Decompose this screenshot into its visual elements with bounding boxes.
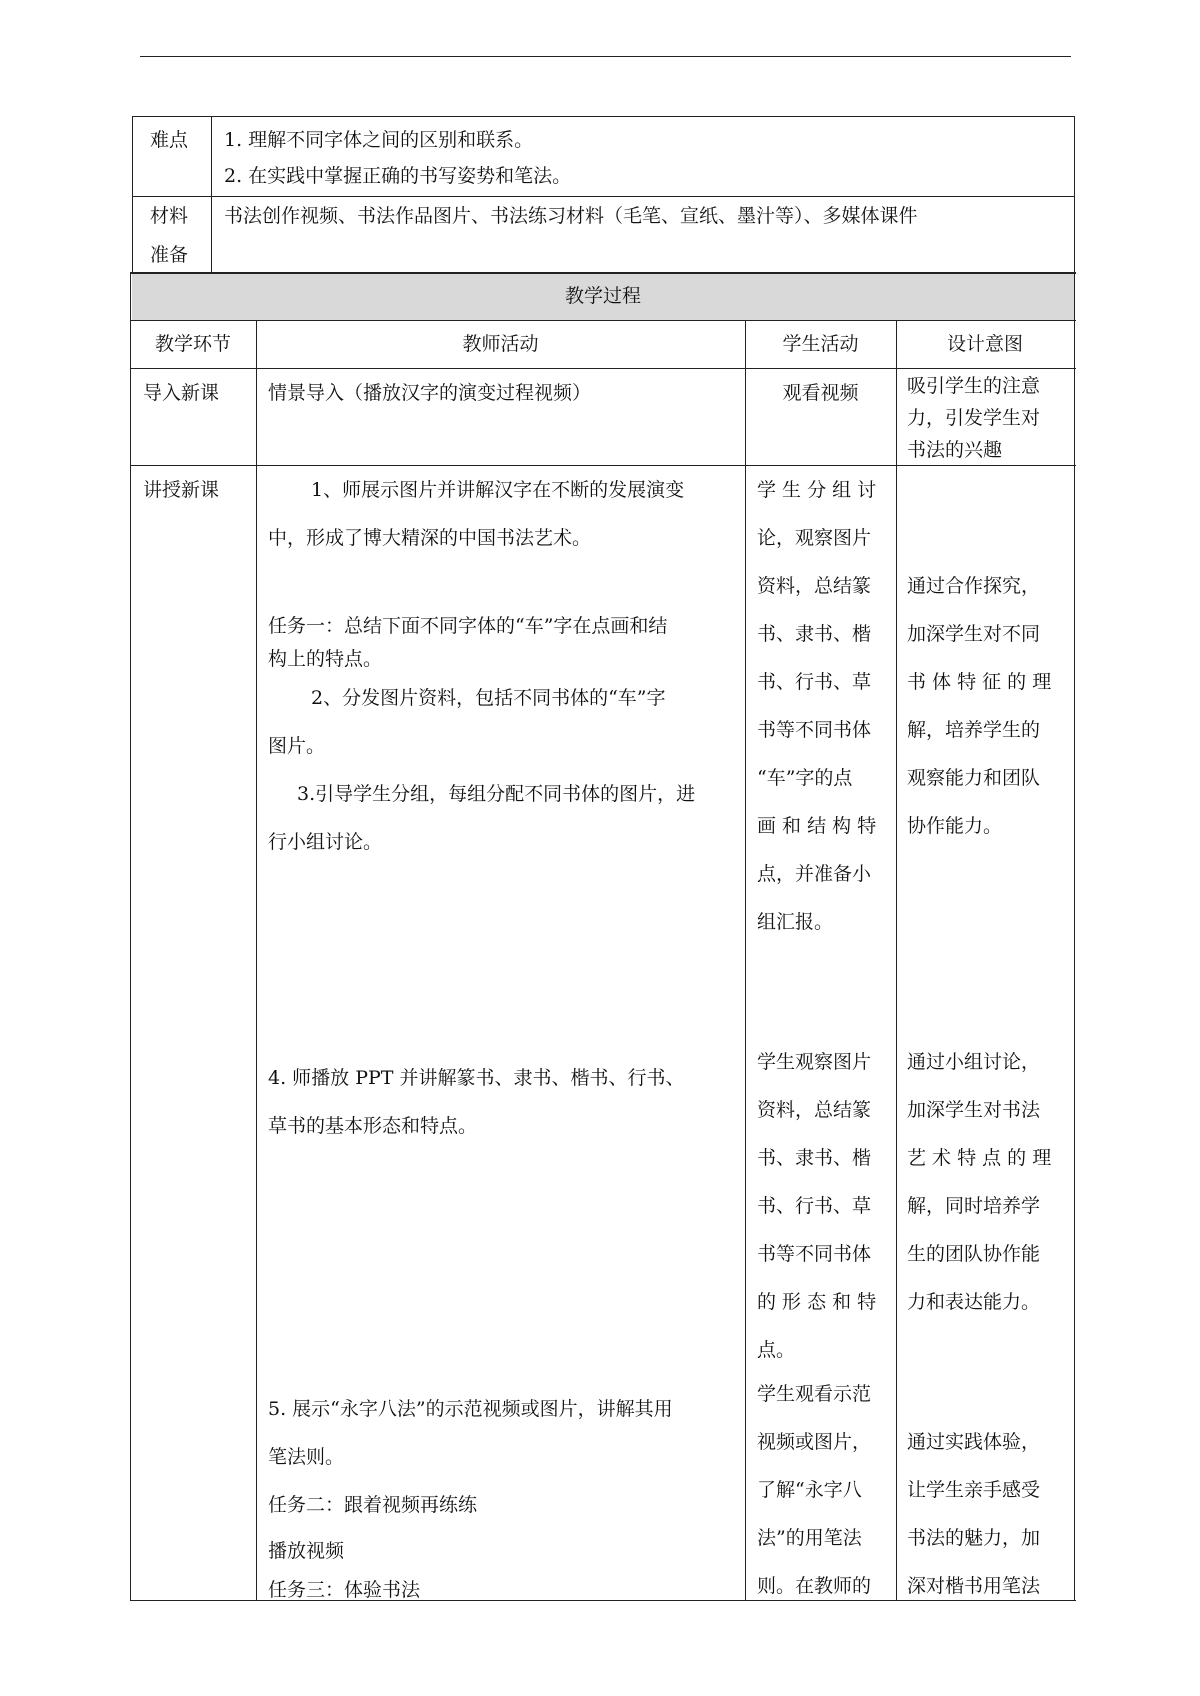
student-line: 资料，总结篆 [757, 1099, 872, 1121]
header-intent: 设计意图 [946, 333, 1023, 355]
intent-line: 观察能力和团队 [907, 767, 1041, 789]
page-header-rule [140, 56, 1071, 57]
intent-line: 书 体 特 征 的 理 [907, 671, 1052, 693]
difficulty-label: 难点 [150, 129, 189, 151]
student-line: 论，观察图片 [757, 527, 872, 549]
intent-line: 让学生亲手感受 [907, 1479, 1041, 1501]
teacher-p3-line1: 3.引导学生分组，每组分配不同书体的图片，进 [297, 783, 696, 805]
student-line: “车”字的点 [757, 767, 853, 789]
teacher-p2-line1: 2、分发图片资料，包括不同书体的“车”字 [311, 687, 666, 709]
table-border [1074, 272, 1075, 1601]
task1-line1: 任务一：总结下面不同字体的“车”字在点画和结 [268, 615, 668, 637]
table-border [130, 368, 1076, 369]
intent-line: 书法的魅力，加 [907, 1527, 1041, 1549]
intent-line: 吸引学生的注意 [907, 375, 1041, 397]
header-student: 学生活动 [782, 333, 859, 355]
intent-line: 通过小组讨论， [907, 1051, 1041, 1073]
student-line: 画 和 结 构 特 [757, 815, 877, 837]
intent-line: 解，培养学生的 [907, 719, 1041, 741]
teacher-p1-line1: 1、师展示图片并讲解汉字在不断的发展演变 [311, 479, 685, 501]
intent-block-3 [907, 1418, 1065, 1610]
row-teach-stage: 讲授新课 [143, 479, 220, 501]
intent-line: 书法的兴趣 [907, 439, 1003, 461]
materials-text: 书法创作视频、书法作品图片、书法练习材料（毛笔、宣纸、墨汁等）、多媒体课件 [224, 205, 918, 227]
intent-line: 加深学生对不同 [907, 623, 1041, 645]
student-line: 书、行书、草 [757, 671, 872, 693]
teacher-p4-line1: 4. 师播放 PPT 并讲解篆书、隶书、楷书、行书、 [268, 1067, 685, 1089]
student-line: 书、隶书、楷 [757, 623, 872, 645]
materials-label-line2: 准备 [150, 244, 189, 266]
table-border [130, 272, 1076, 274]
student-line: 了解“永字八 [757, 1479, 862, 1501]
teacher-p2-line2: 图片。 [268, 735, 326, 757]
teacher-p1-line2: 中，形成了博大精深的中国书法艺术。 [268, 527, 592, 549]
table-border [130, 320, 1076, 321]
table-border [132, 116, 1074, 117]
student-line: 则。在教师的 [757, 1575, 872, 1597]
table-border [132, 196, 1074, 197]
student-block-2 [757, 1038, 885, 1374]
student-line: 资料，总结篆 [757, 575, 872, 597]
task1-line2: 构上的特点。 [268, 648, 383, 670]
table-border [745, 320, 746, 1601]
intent-line: 加深学生对书法 [907, 1099, 1041, 1121]
teacher-p3-line2: 行小组讨论。 [268, 831, 383, 853]
student-line: 法”的用笔法 [757, 1527, 862, 1549]
difficulty-item-2: 2. 在实践中掌握正确的书写姿势和笔法。 [224, 165, 572, 187]
table-border [211, 116, 212, 272]
student-block-1 [757, 466, 885, 946]
student-block-3 [757, 1370, 885, 1610]
table-border [132, 116, 133, 272]
intent-line: 力，引发学生对 [907, 407, 1041, 429]
teacher-p4-line2: 草书的基本形态和特点。 [268, 1115, 478, 1137]
row-intro-teacher: 情景导入（播放汉字的演变过程视频） [268, 382, 592, 404]
intent-line: 深对楷书用笔法 [907, 1575, 1041, 1597]
intent-line: 艺 术 特 点 的 理 [907, 1147, 1052, 1169]
intent-line: 解，同时培养学 [907, 1195, 1041, 1217]
intent-line: 生的团队协作能 [907, 1243, 1041, 1265]
intent-block-2 [907, 1038, 1065, 1326]
process-title: 教学过程 [564, 285, 641, 307]
task2-text: 任务二：跟着视频再练练 [268, 1494, 478, 1516]
play-video-text: 播放视频 [268, 1540, 345, 1562]
table-border [130, 272, 131, 1601]
materials-label-line1: 材料 [150, 205, 189, 227]
intent-line: 通过实践体验， [907, 1431, 1041, 1453]
student-line: 书、行书、草 [757, 1195, 872, 1217]
table-border [896, 320, 897, 1601]
student-line: 点，并准备小 [757, 863, 872, 885]
student-line: 学生观看示范 [757, 1383, 872, 1405]
header-stage: 教学环节 [154, 333, 231, 355]
table-border [1074, 116, 1075, 272]
student-line: 视频或图片， [757, 1431, 872, 1453]
teacher-p5-line1: 5. 展示“永字八法”的示范视频或图片，讲解其用 [268, 1398, 673, 1420]
teacher-p5-line2: 笔法则。 [268, 1446, 345, 1468]
table-border [256, 320, 257, 1601]
student-line: 书等不同书体 [757, 719, 872, 741]
student-line: 学生观察图片 [757, 1051, 872, 1073]
student-line: 书、隶书、楷 [757, 1147, 872, 1169]
student-line: 的 形 态 和 特 [757, 1291, 877, 1313]
row-intro-intent [907, 370, 1065, 466]
intent-line: 通过合作探究， [907, 575, 1041, 597]
student-line: 书等不同书体 [757, 1243, 872, 1265]
intent-line: 协作能力。 [907, 815, 1003, 837]
student-line: 学 生 分 组 讨 [757, 479, 877, 501]
difficulty-item-1: 1. 理解不同字体之间的区别和联系。 [224, 129, 534, 151]
row-intro-student: 观看视频 [782, 382, 859, 404]
student-line: 组汇报。 [757, 911, 834, 933]
intent-block-1 [907, 562, 1065, 850]
student-line: 点。 [757, 1339, 796, 1361]
row-intro-stage: 导入新课 [143, 382, 220, 404]
intent-line: 力和表达能力。 [907, 1291, 1041, 1313]
task3-text: 任务三：体验书法 [268, 1579, 421, 1601]
header-teacher: 教师活动 [462, 333, 539, 355]
